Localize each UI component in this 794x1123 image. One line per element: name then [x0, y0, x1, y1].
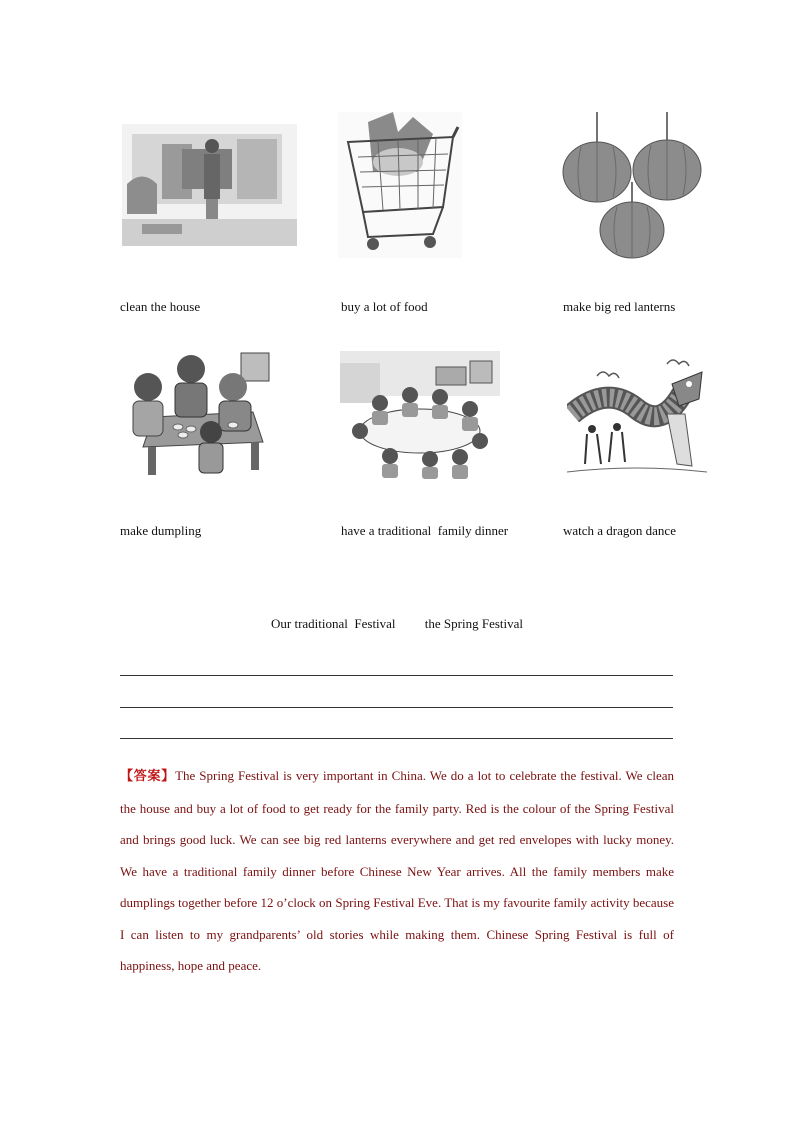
- answer-line-3[interactable]: [120, 738, 673, 739]
- answer-line-2[interactable]: [120, 707, 673, 708]
- activity-caption-dumpling: make dumpling: [120, 523, 202, 538]
- writing-title-right: the Spring Festival: [424, 616, 524, 631]
- lanterns-icon: [561, 112, 705, 262]
- activity-caption-dragon: watch a dragon dance: [563, 523, 676, 538]
- answer-paragraph: [120, 760, 674, 982]
- house-cleaning-icon: [122, 124, 297, 246]
- activity-caption-food: buy a lot of food: [341, 299, 428, 314]
- dragon-dance-icon: [567, 354, 707, 482]
- activity-caption-lanterns: make big red lanterns: [563, 299, 676, 314]
- activity-caption-clean: clean the house: [120, 299, 201, 314]
- answer-line-1[interactable]: [120, 675, 673, 676]
- family-dumplings-icon: [123, 347, 275, 479]
- answer-text: The Spring Festival is very important in China. We do a lot to celebrate the festival. We clean the house and buy a lot of food to get ready for the family party. Red is the colour of the Spring Festival and brings good luck. We can see big red lanterns everywhere and get red envelopes with lucky money. We have a traditional family dinner before Chinese New Year arrives. All the family members make dumplings together before 12 o’clock on Spring Festival Eve. That is my favourite family activity because I can listen to my grandparents’ old stories while making them. Chinese Spring Festival is full of happiness, hope and peace.: [120, 768, 674, 973]
- answer-tag: 【答案】: [120, 769, 176, 784]
- writing-title: [0, 616, 794, 632]
- writing-title-left: Our traditional Festival: [270, 616, 396, 631]
- shopping-cart-icon: [338, 112, 462, 258]
- family-dinner-icon: [340, 351, 500, 481]
- activity-caption-dinner: have a traditional family dinner: [341, 523, 509, 538]
